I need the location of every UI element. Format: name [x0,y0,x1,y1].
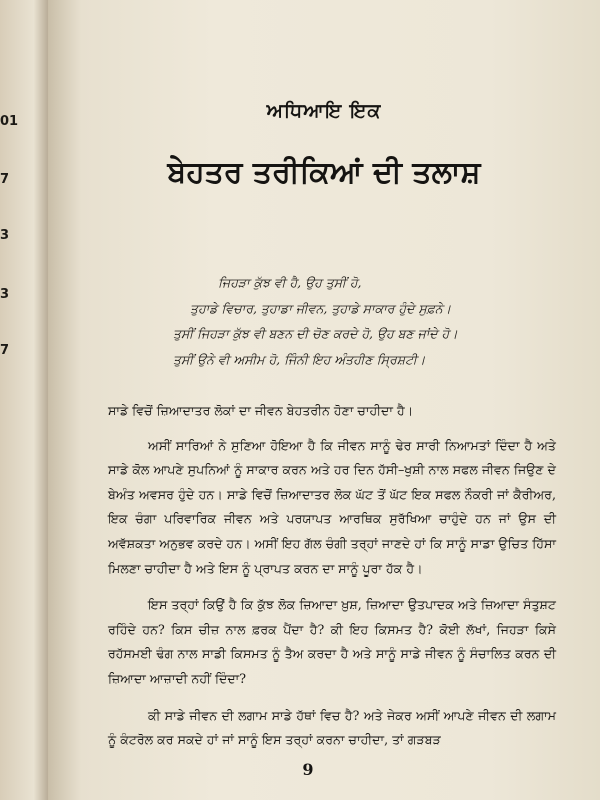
margin-number: 01 [0,114,19,129]
chapter-title: ਬੇਹਤਰ ਤਰੀਕਿਆਂ ਦੀ ਤਲਾਸ਼ [167,155,481,190]
margin-number: 3 [0,287,10,302]
epigraph-line: ਤੁਹਾਡੇ ਵਿਚਾਰ, ਤੁਹਾਡਾ ਜੀਵਨ, ਤੁਹਾਡੇ ਸਾਕਾਰ ਹੁੰਦੇ ਸੁਫ਼ਨੇ। [190,300,452,316]
page-number: 9 [302,760,314,779]
book-page [48,0,600,800]
paragraph: ਅਸੀਂ ਸਾਰਿਆਂ ਨੇ ਸੁਣਿਆ ਹੋਇਆ ਹੈ ਕਿ ਜੀਵਨ ਸਾਨੂੰ ਢੇਰ ਸਾਰੀ ਨਿਆਮਤਾਂ ਦਿੰਦਾ ਹੈ ਅਤੇ ਸਾਡੇ ਕੋਲ ਆਪਣੇ ਸੁਪਨਿਆਂ ਨੂੰ ਸਾਕਾਰ ਕਰਨ ਅਤੇ ਹਰ ਦਿਨ ਹੱਸੀ–ਖੁਸ਼ੀ ਨਾਲ ਸਫਲ ਜੀਵਨ ਜਿਉਣ ਦੇ ਬੇਅੰਤ ਅਵਸਰ ਹੁੰਦੇ ਹਨ। ਸਾਡੇ ਵਿਚੋਂ ਜ਼ਿਆਦਾਤਰ ਲੋਕ ਘੱਟ ਤੋਂ ਘੱਟ ਇਕ ਸਫਲ ਨੌਕਰੀ ਜਾਂ ਕੈਰੀਅਰ, ਇਕ ਚੰਗਾ ਪਰਿਵਾਰਿਕ ਜੀਵਨ ਅਤੇ ਪਰਯਾਪਤ ਆਰਥਿਕ ਸੁਰੱਖਿਆ ਚਾਹੁੰਦੇ ਹਨ ਜਾਂ ਉਸ ਦੀ ਅਵੱਸ਼ਕਤਾ ਅਨੁਭਵ ਕਰਦੇ ਹਨ। ਅਸੀਂ ਇਹ ਗੱਲ ਚੰਗੀ ਤਰ੍ਹਾਂ ਜਾਣਦੇ ਹਾਂ ਕਿ ਸਾਨੂੰ ਸਾਡਾ ਉਚਿਤ ਹਿੱਸਾ ਮਿਲਣਾ ਚਾਹੀਦਾ ਹੈ ਅਤੇ ਇਸ ਨੂੰ ਪ੍ਰਾਪਤ ਕਰਨ ਦਾ ਸਾਨੂੰ ਪੂਰਾ ਹੱਕ ਹੈ। [108,437,556,576]
margin-number: 3 [0,228,10,243]
margin-number: 7 [0,343,10,358]
chapter-label: ਅਧਿਆਇ ਇਕ [266,100,382,122]
body-text [108,399,556,765]
facing-page-edge [0,0,48,800]
margin-number: 7 [0,172,10,187]
paragraph: ਸਾਡੇ ਵਿਚੋਂ ਜ਼ਿਆਦਾਤਰ ਲੋਕਾਂ ਦਾ ਜੀਵਨ ਬੇਹਤਰੀਨ ਹੋਣਾ ਚਾਹੀਦਾ ਹੈ। [108,403,414,418]
paragraph: ਇਸ ਤਰ੍ਹਾਂ ਕਿਉਂ ਹੈ ਕਿ ਕੁੱਝ ਲੋਕ ਜ਼ਿਆਦਾ ਖ਼ੁਸ਼, ਜ਼ਿਆਦਾ ਉਤਪਾਦਕ ਅਤੇ ਜ਼ਿਆਦਾ ਸੰਤੁਸ਼ਟ ਰਹਿੰਦੇ ਹਨ? ਕਿਸ ਚੀਜ਼ ਨਾਲ ਫ਼ਰਕ ਪੈਂਦਾ ਹੈ? ਕੀ ਇਹ ਕਿਸਮਤ ਹੈ? ਕੋਈ ਲੱਖਾਂ, ਜਿਹੜਾ ਕਿਸੇ ਰਹੱਸਮਈ ਢੰਗ ਨਾਲ ਸਾਡੀ ਕਿਸਮਤ ਨੂੰ ਤੈਅ ਕਰਦਾ ਹੈ ਅਤੇ ਸਾਨੂੰ ਸਾਡੇ ਜੀਵਨ ਨੂੰ ਸੰਚਾਲਿਤ ਕਰਨ ਦੀ ਜ਼ਿਆਦਾ ਆਜ਼ਾਦੀ ਨਹੀਂ ਦਿੰਦਾ? [108,597,556,686]
epigraph-line: ਜਿਹੜਾ ਕੁੱਝ ਵੀ ਹੈ, ਉਹ ਤੁਸੀਂ ਹੋ, [218,275,362,290]
epigraph-line: ਤੁਸੀਂ ਉਨੇ ਵੀ ਅਸੀਮ ਹੋ, ਜਿੰਨੀ ਇਹ ਅੰਤਹੀਣ ਸ੍ਰਿਸ਼ਟੀ। [173,351,426,367]
epigraph [158,270,558,372]
epigraph-line: ਤੁਸੀਂ ਜਿਹੜਾ ਕੁੱਝ ਵੀ ਬਣਨ ਦੀ ਚੋਣ ਕਰਦੇ ਹੋ, ਉਹ ਬਣ ਜਾਂਦੇ ਹੋ। [173,326,458,341]
paragraph: ਕੀ ਸਾਡੇ ਜੀਵਨ ਦੀ ਲਗਾਮ ਸਾਡੇ ਹੱਥਾਂ ਵਿਚ ਹੈ? ਅਤੇ ਜੇਕਰ ਅਸੀਂ ਆਪਣੇ ਜੀਵਨ ਦੀ ਲਗਾਮ ਨੂੰ ਕੰਟਰੋਲ ਕਰ ਸਕਦੇ ਹਾਂ ਜਾਂ ਸਾਨੂੰ ਇਸ ਤਰ੍ਹਾਂ ਕਰਨਾ ਚਾਹੀਦਾ, ਤਾਂ ਗੜਬੜ [108,707,556,748]
